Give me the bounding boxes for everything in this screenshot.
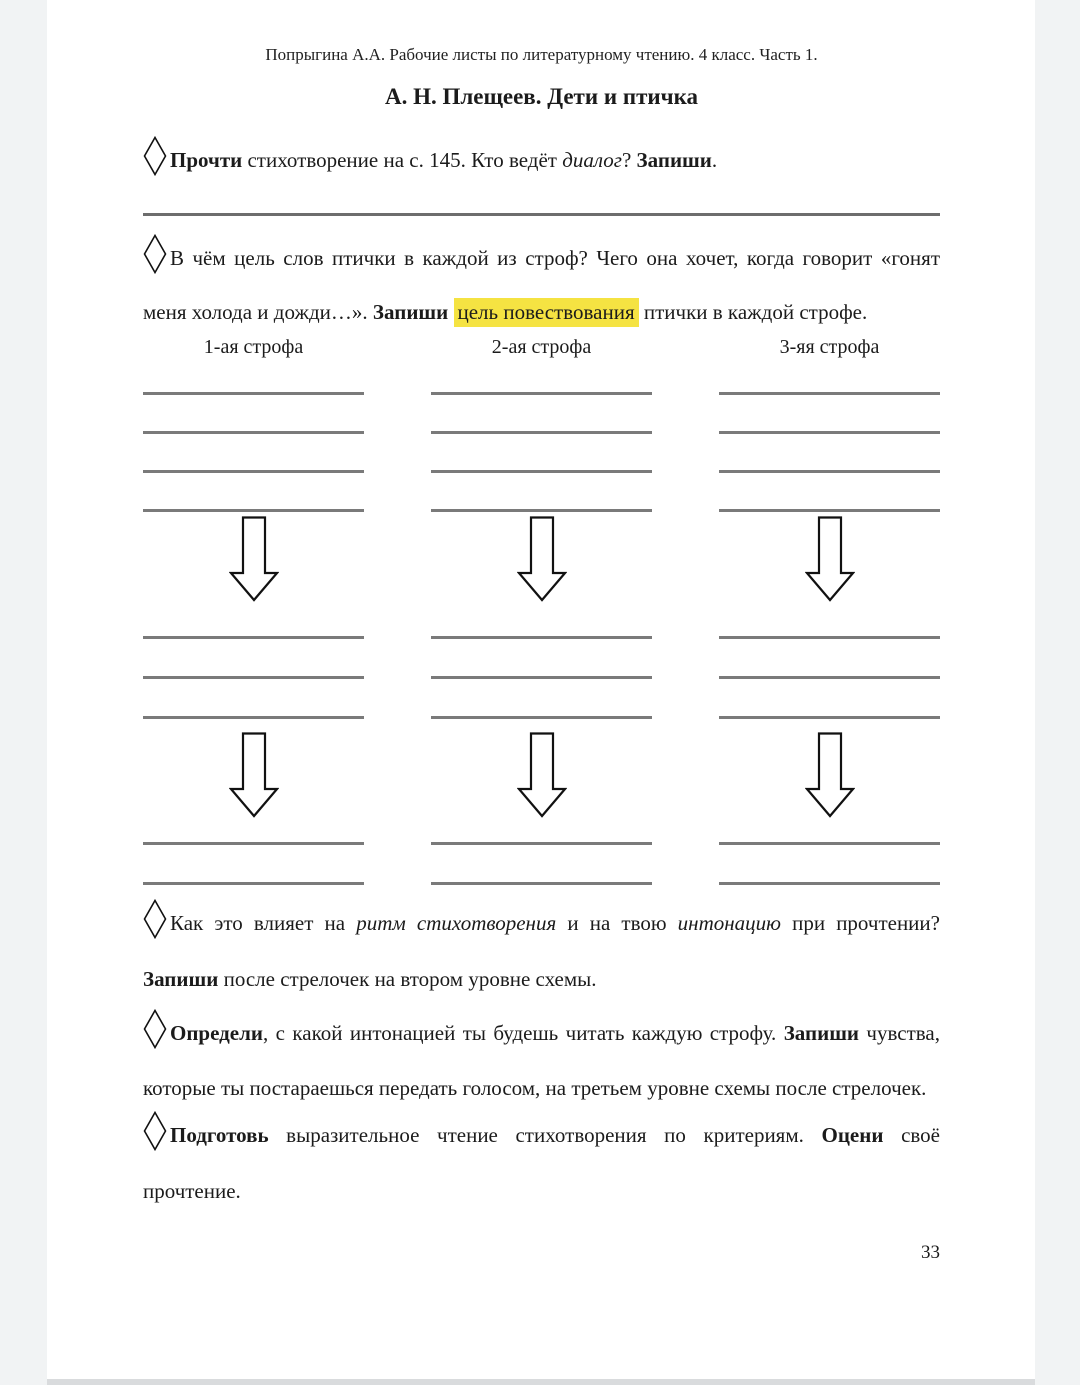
blank-line <box>719 676 940 679</box>
task-text: Запиши <box>636 148 712 172</box>
blank-line <box>143 431 364 434</box>
blank-line <box>143 509 364 512</box>
task-text: ритм стихотворения <box>356 911 557 935</box>
down-arrow-icon <box>431 732 652 823</box>
task-text: своё прочтение. <box>143 1123 940 1203</box>
scheme-level-1 <box>143 360 940 512</box>
scheme-column <box>431 360 652 512</box>
blank-line <box>719 882 940 885</box>
task-text: чувства, которые ты постараешься передать голосом, на третьем уровне схемы после стрелочек. <box>143 1021 940 1100</box>
down-arrow-icon <box>719 732 940 823</box>
down-arrow-icon <box>719 516 940 607</box>
task-read-poem <box>143 136 940 193</box>
task-text: диалог <box>562 148 622 172</box>
down-arrow-icon <box>431 516 652 607</box>
blank-line <box>719 470 940 473</box>
blank-line <box>431 636 652 639</box>
task-text: стихотворение на с. 145. Кто ведёт <box>242 148 563 172</box>
blank-line <box>143 882 364 885</box>
blank-line <box>431 392 652 395</box>
task-prepare-reading <box>143 1111 940 1215</box>
diamond-bullet-icon <box>143 1111 167 1168</box>
down-arrow-icon <box>143 732 364 823</box>
task-text: при прочтении? <box>780 911 940 935</box>
blank-line <box>431 676 652 679</box>
scheme-column-headers <box>143 335 940 360</box>
answer-blank-line <box>143 213 940 216</box>
highlighted-phrase: цель повествования <box>454 298 639 327</box>
blank-line <box>143 716 364 719</box>
task-define-intonation <box>143 1009 940 1111</box>
column-header-strophe-3: 3-яя строфа <box>779 336 880 358</box>
scheme-column <box>143 360 364 512</box>
scheme-column <box>143 823 364 885</box>
scheme-column <box>719 823 940 885</box>
blank-line <box>143 470 364 473</box>
blank-line <box>431 431 652 434</box>
scheme-arrows-row-1 <box>143 516 940 607</box>
task-text: Прочти <box>170 148 243 172</box>
task-text: интонацию <box>677 911 781 935</box>
blank-line <box>719 842 940 845</box>
page-number: 33 <box>921 1242 940 1263</box>
task-text: птички в каждой строфе. <box>638 300 868 324</box>
task-text: , с какой интонацией ты будешь читать каждую строфу. <box>262 1021 784 1045</box>
scheme-arrows-row-2 <box>143 732 940 823</box>
task-text: Как это влияет на <box>170 911 357 935</box>
blank-line <box>719 716 940 719</box>
task-text: Запиши <box>783 1021 860 1045</box>
task-text: В чём цель слов птички в каждой из строф? Чего она хочет, когда говорит «гонят меня холода и дожди…». <box>143 246 940 324</box>
diamond-bullet-icon <box>143 1009 167 1065</box>
blank-line <box>431 716 652 719</box>
worksheet-page <box>47 0 1035 1385</box>
task-text: Оцени <box>821 1123 884 1147</box>
down-arrow-icon <box>143 516 364 607</box>
task-text: и на твою <box>556 911 678 935</box>
task-text: ? <box>621 148 637 172</box>
task-text: Запиши <box>143 967 219 991</box>
scheme-column <box>143 607 364 719</box>
scheme-column <box>719 607 940 719</box>
task-text: . <box>711 148 718 172</box>
scheme-level-2 <box>143 607 940 719</box>
task-text: Определи <box>170 1021 263 1045</box>
task-text: после стрелочек на втором уровне схемы. <box>218 967 597 991</box>
blank-line <box>431 470 652 473</box>
blank-line <box>143 676 364 679</box>
task-text <box>448 300 453 324</box>
blank-line <box>719 431 940 434</box>
column-header-strophe-1: 1-ая строфа <box>203 336 304 358</box>
page-bottom-edge <box>47 1379 1035 1385</box>
task-rhythm-intonation <box>143 899 940 1003</box>
column-header-strophe-2: 2-ая строфа <box>491 336 592 358</box>
scheme-level-3 <box>143 823 940 885</box>
diamond-bullet-icon <box>143 234 167 290</box>
blank-line <box>431 882 652 885</box>
blank-line <box>143 392 364 395</box>
task-text: Подготовь <box>170 1123 269 1147</box>
running-header: Попрыгина А.А. Рабочие листы по литературному чтению. 4 класс. Часть 1. <box>265 45 818 64</box>
page-title: А. Н. Плещеев. Дети и птичка <box>384 84 699 109</box>
scheme-column <box>719 360 940 512</box>
blank-line <box>431 842 652 845</box>
blank-line <box>719 509 940 512</box>
strophe-scheme <box>143 335 940 885</box>
task-text: Запиши <box>372 300 449 324</box>
blank-line <box>719 392 940 395</box>
blank-line <box>719 636 940 639</box>
scheme-column <box>431 823 652 885</box>
diamond-bullet-icon <box>143 899 167 956</box>
blank-line <box>143 842 364 845</box>
task-text: выразительное чтение стихотворения по критериям. <box>268 1123 822 1147</box>
diamond-bullet-icon <box>143 136 167 193</box>
blank-line <box>431 509 652 512</box>
blank-line <box>143 636 364 639</box>
task-bird-purpose <box>143 234 940 335</box>
scheme-column <box>431 607 652 719</box>
